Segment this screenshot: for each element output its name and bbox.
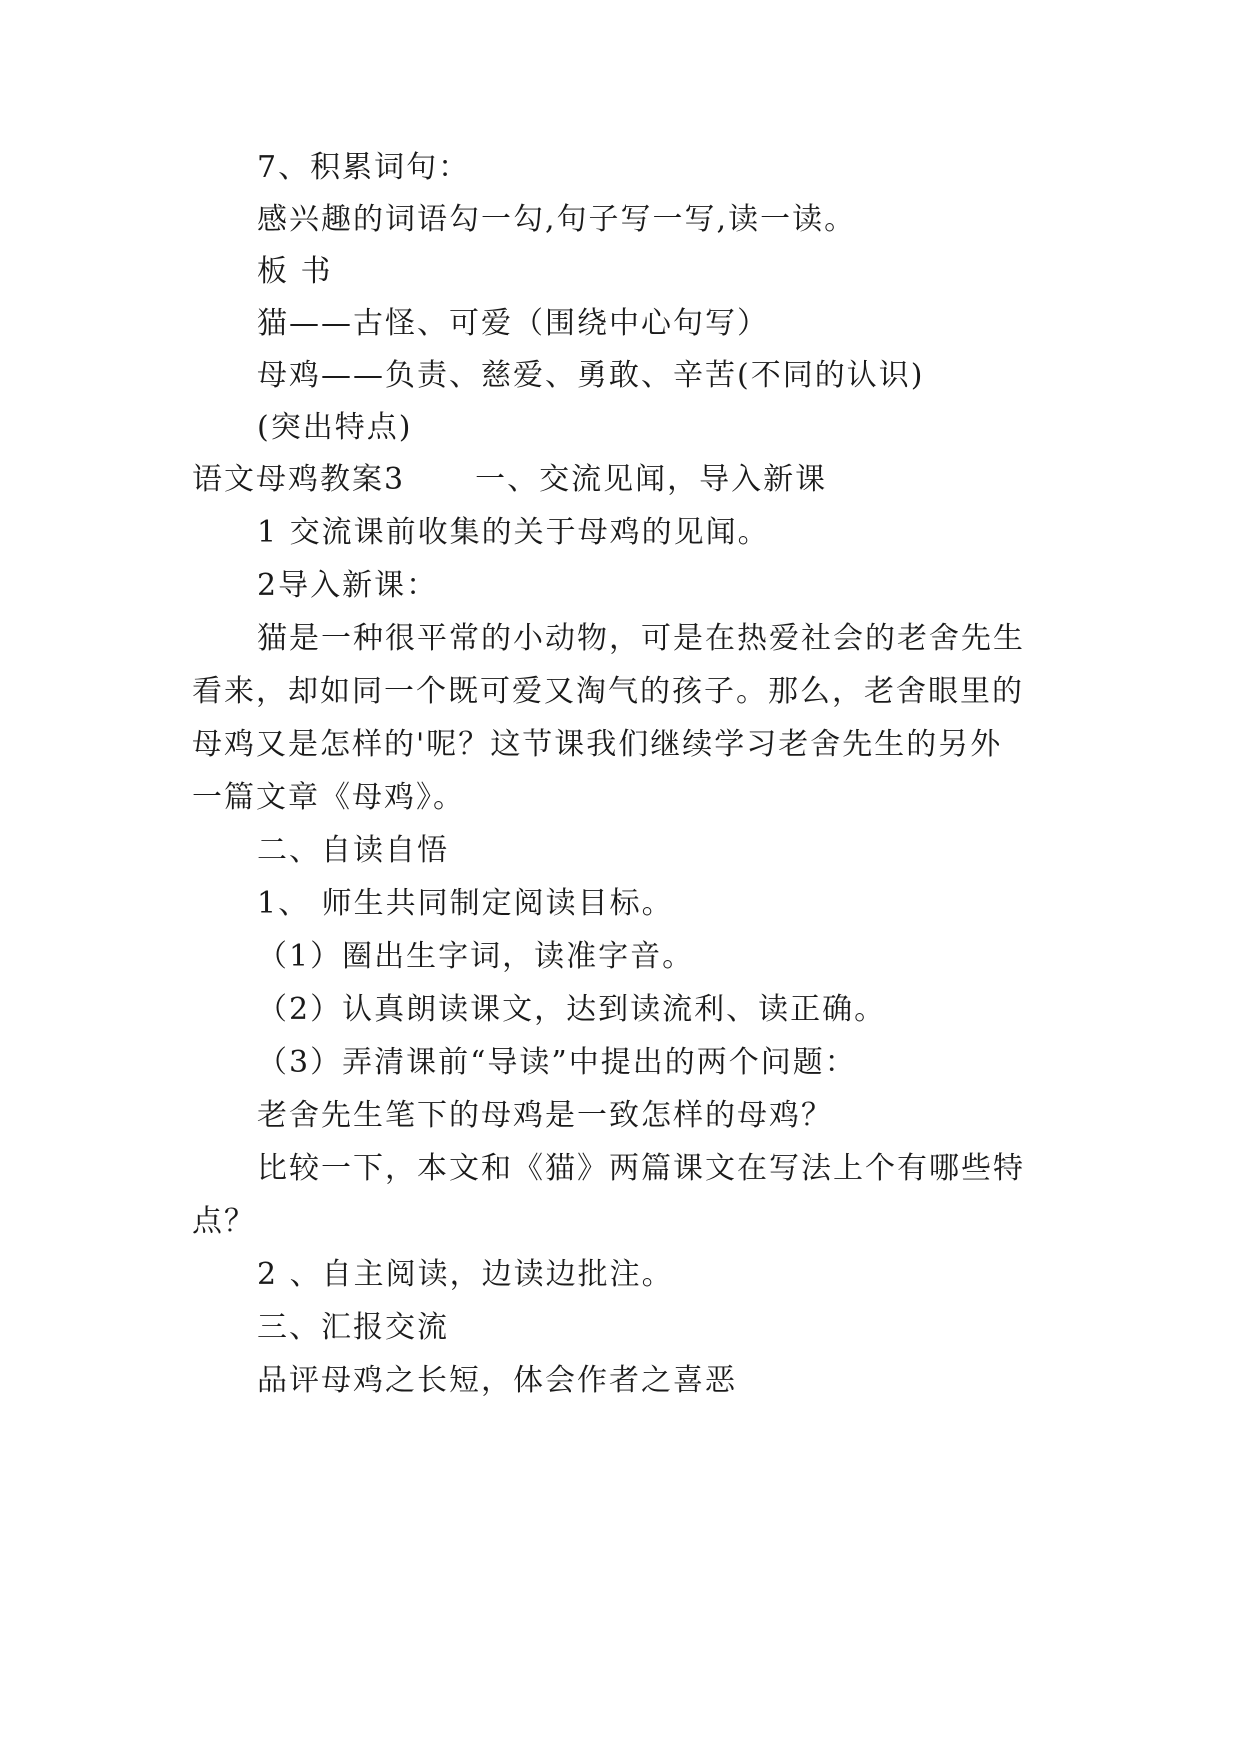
lesson-plan-title: 语文母鸡教案3 [192, 462, 406, 497]
question-line: 老舍先生笔下的母鸡是一致怎样的母鸡？ [257, 1098, 833, 1133]
section-three-heading: 三、汇报交流 [257, 1310, 449, 1345]
paragraph-line: 2 、自主阅读，边读边批注。 [257, 1257, 674, 1292]
paragraph-line: 母鸡又是怎样的'呢？这节课我们继续学习老舍先生的另外 [192, 727, 1003, 762]
section-two-heading: 二、自读自悟 [257, 833, 449, 868]
paragraph-line: 看来，却如同一个既可爱又淘气的孩子。那么，老舍眼里的 [192, 674, 1024, 709]
goal-item-3: （3）弄清课前“导读”中提出的两个问题： [257, 1045, 857, 1080]
paragraph-line: 品评母鸡之长短，体会作者之喜恶 [257, 1363, 737, 1398]
goal-item-2: （2）认真朗读课文，达到读流利、读正确。 [257, 992, 887, 1027]
blackboard-heading: 板 书 [257, 254, 333, 289]
lesson-plan-3-heading [192, 460, 827, 500]
paragraph-line: 猫是一种很平常的小动物，可是在热爱社会的老舍先生 [257, 621, 1025, 656]
blackboard-note: (突出特点) [257, 410, 413, 445]
paragraph-line: 2导入新课： [257, 568, 439, 603]
blackboard-line-hen: 母鸡——负责、慈爱、勇敢、辛苦(不同的认识) [257, 358, 925, 393]
question-line: 比较一下，本文和《猫》两篇课文在写法上个有哪些特 [257, 1151, 1025, 1186]
goal-item-1: （1）圈出生字词，读准字音。 [257, 939, 695, 974]
item-7-heading: 7、积累词句： [257, 150, 471, 185]
paragraph-line: 感兴趣的词语勾一勾,句子写一写,读一读。 [257, 202, 857, 237]
section-one-heading: 一、交流见闻，导入新课 [475, 462, 828, 497]
paragraph-line: 一篇文章《母鸡》。 [192, 780, 465, 815]
blackboard-line-cat: 猫——古怪、可爱（围绕中心句写） [257, 306, 769, 341]
paragraph-line: 1、 师生共同制定阅读目标。 [257, 886, 674, 921]
paragraph-line: 1 交流课前收集的关于母鸡的见闻。 [257, 515, 770, 550]
question-line: 点？ [192, 1204, 256, 1239]
